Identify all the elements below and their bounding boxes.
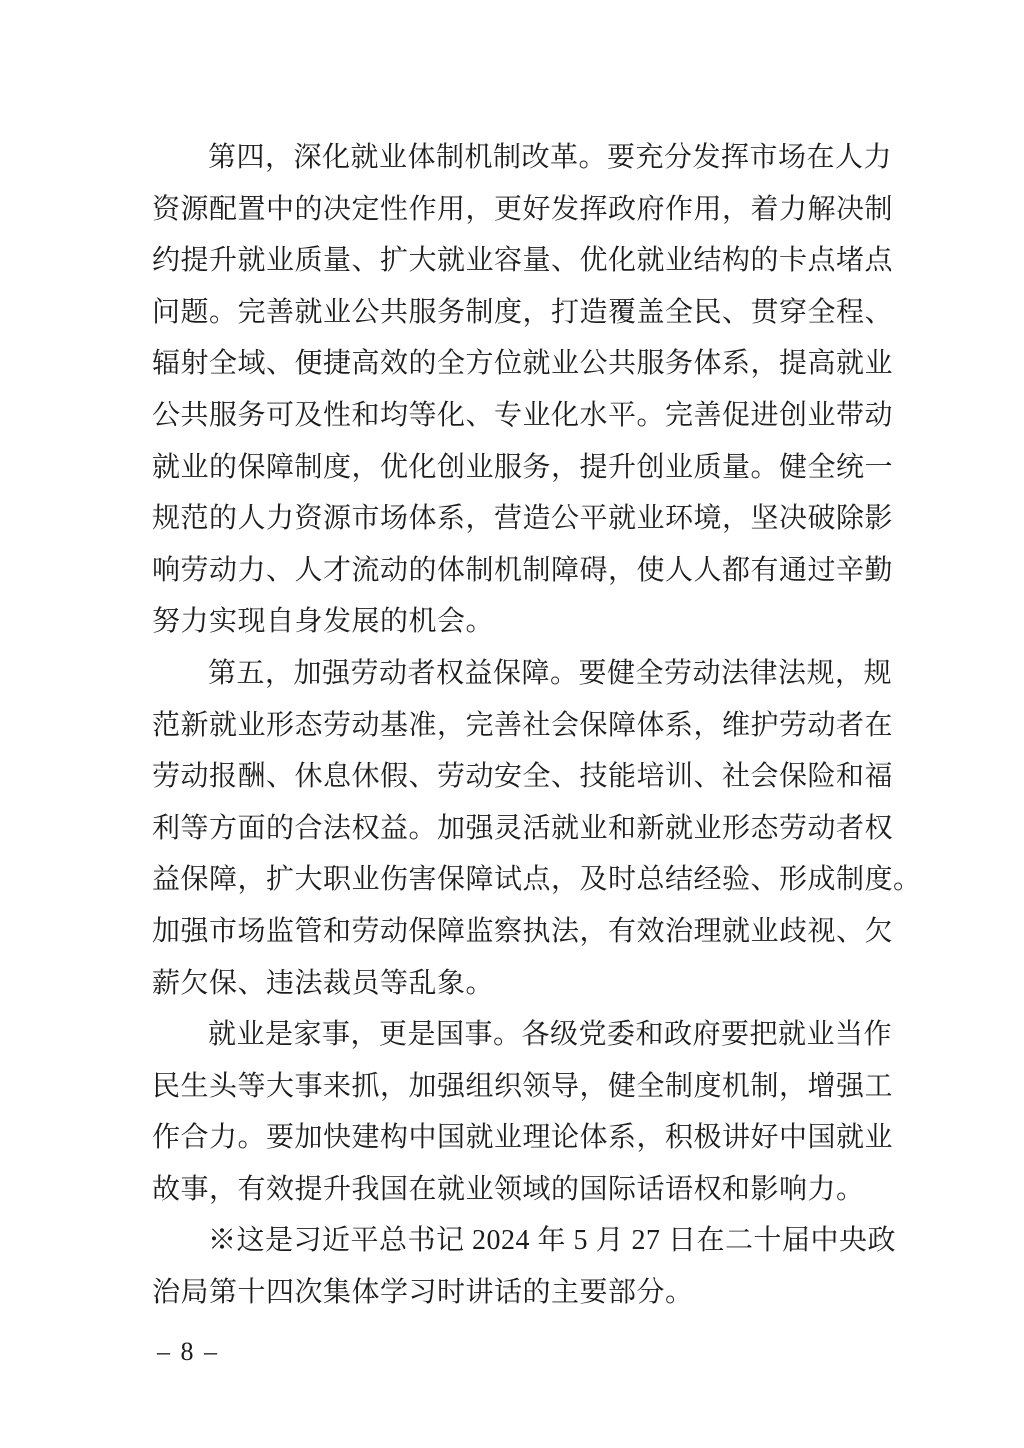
page-number: – 8 –	[157, 1337, 219, 1366]
text-line: 治局第十四次集体学习时讲话的主要部分。	[152, 1277, 694, 1309]
paragraph-point-5	[152, 648, 922, 1009]
text-line: ※这是习近平总书记 2024 年 5 月 27 日在二十届中央政	[208, 1225, 897, 1257]
document-body	[152, 132, 922, 1319]
text-line: 就业是家事，更是国事。各级党委和政府要把就业当作	[208, 1019, 893, 1051]
text-line: 公共服务可及性和均等化、专业化水平。完善促进创业带动	[152, 399, 894, 431]
text-line: 故事，有效提升我国在就业领域的国际话语权和影响力。	[152, 1173, 865, 1205]
text-line: 资源配置中的决定性作用，更好发挥政府作用，着力解决制	[152, 193, 894, 225]
paragraph-closing	[152, 1009, 894, 1215]
text-line: 民生头等大事来抓，加强组织领导，健全制度机制，增强工	[152, 1070, 894, 1102]
text-line: 响劳动力、人才流动的体制机制障碍，使人人都有通过辛勤	[152, 554, 894, 586]
text-line: 规范的人力资源市场体系，营造公平就业环境，坚决破除影	[152, 503, 894, 535]
text-line: 劳动报酬、休息休假、劳动安全、技能培训、社会保险和福	[152, 761, 894, 793]
text-line: 利等方面的合法权益。加强灵活就业和新就业形态劳动者权	[152, 812, 894, 844]
paragraph-source-note	[152, 1215, 897, 1318]
paragraph-point-4	[152, 132, 894, 648]
text-line: 就业的保障制度，优化创业服务，提升创业质量。健全统一	[152, 451, 894, 483]
text-line: 加强市场监管和劳动保障监察执法，有效治理就业歧视、欠	[152, 915, 894, 947]
text-line: 问题。完善就业公共服务制度，打造覆盖全民、贯穿全程、	[152, 296, 894, 328]
text-line: 辐射全域、便捷高效的全方位就业公共服务体系，提高就业	[152, 348, 894, 380]
text-line: 范新就业形态劳动基准，完善社会保障体系，维护劳动者在	[152, 709, 894, 741]
text-line: 益保障，扩大职业伤害保障试点，及时总结经验、形成制度。	[152, 864, 922, 896]
text-line: 努力实现自身发展的机会。	[152, 606, 495, 638]
text-line: 约提升就业质量、扩大就业容量、优化就业结构的卡点堵点	[152, 245, 894, 277]
text-line: 作合力。要加快建构中国就业理论体系，积极讲好中国就业	[152, 1122, 894, 1154]
text-line: 薪欠保、违法裁员等乱象。	[152, 967, 495, 999]
text-line: 第五，加强劳动者权益保障。要健全劳动法律法规，规	[208, 657, 893, 689]
text-line: 第四，深化就业体制机制改革。要充分发挥市场在人力	[208, 142, 893, 173]
